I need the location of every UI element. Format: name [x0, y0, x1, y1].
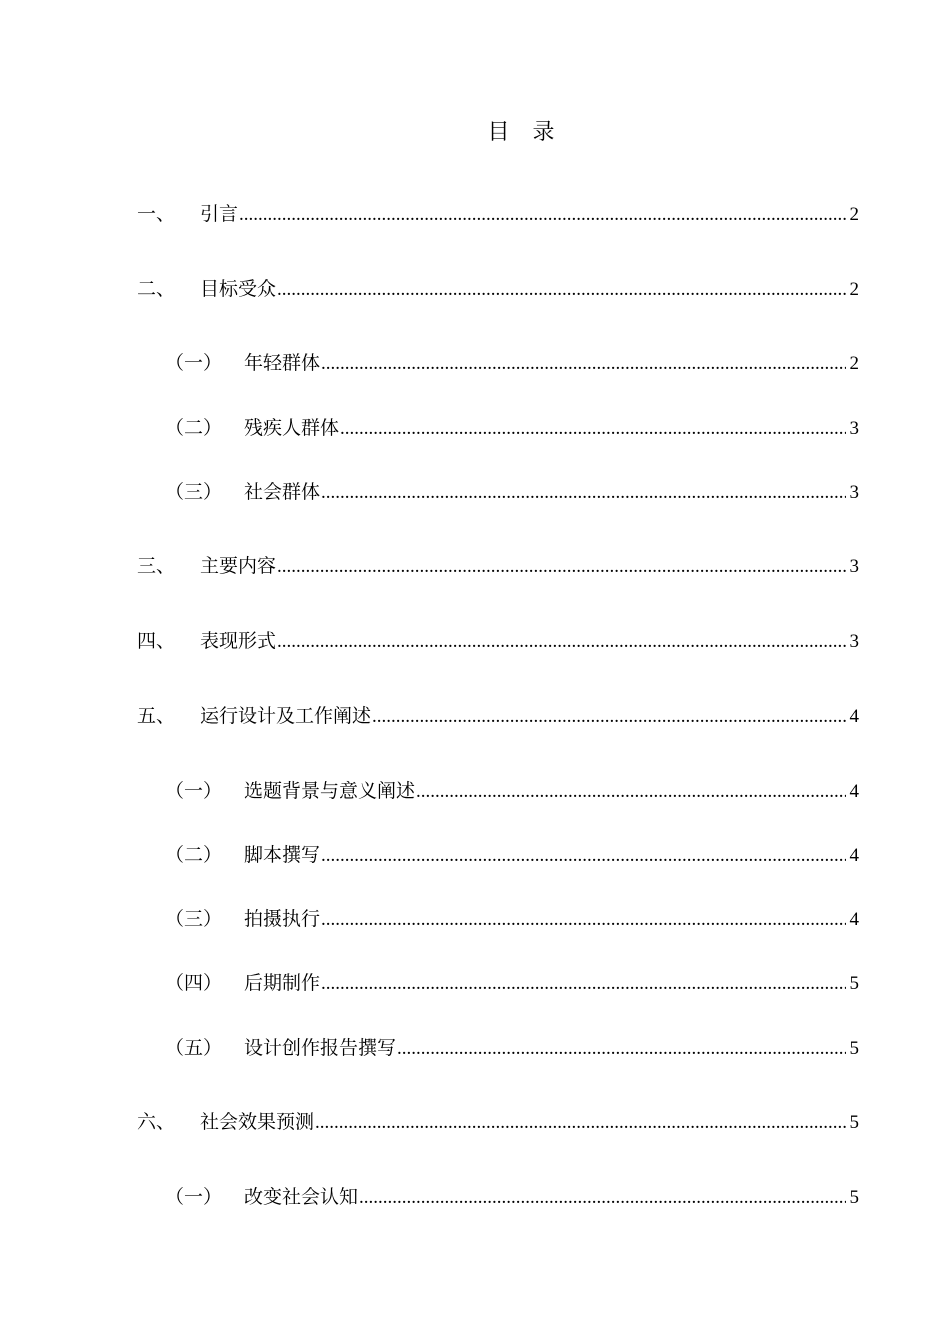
- toc-entry-title: 表现形式: [200, 630, 277, 652]
- toc-entry-number: 一、: [137, 203, 176, 225]
- toc-entry-young-group[interactable]: [165, 349, 859, 377]
- toc-entry-main-content[interactable]: [137, 552, 859, 580]
- toc-entry-number: 五、: [137, 705, 176, 727]
- toc-entry-page: 4: [849, 845, 859, 866]
- toc-entry-number: （五）: [165, 1037, 223, 1059]
- dot-leader: [340, 415, 846, 443]
- toc-entry-title: 残疾人群体: [244, 417, 340, 439]
- toc-entry-number: 六、: [137, 1111, 176, 1133]
- toc-entry-number: （一）: [165, 780, 223, 802]
- toc-entry-title: 社会效果预测: [200, 1111, 315, 1133]
- dot-leader: [321, 970, 846, 998]
- toc-entry-page: 5: [849, 1038, 859, 1059]
- toc-entry-page: 2: [849, 279, 859, 300]
- toc-entry-page: 5: [849, 1187, 859, 1208]
- toc-entry-page: 3: [849, 418, 859, 439]
- toc-title: 目 录: [487, 120, 563, 145]
- dot-leader: [321, 479, 846, 507]
- toc-entry-script-writing[interactable]: [165, 841, 859, 869]
- toc-entry-presentation-form[interactable]: [137, 627, 859, 655]
- toc-entry-page: 3: [849, 482, 859, 503]
- toc-entry-number: （四）: [165, 972, 223, 994]
- toc-entry-number: （一）: [165, 352, 223, 374]
- toc-entry-page: 2: [849, 204, 859, 225]
- toc-entry-number: 二、: [137, 278, 176, 300]
- toc-entry-title: 引言: [200, 203, 239, 225]
- toc-entry-disabled-group[interactable]: [165, 414, 859, 442]
- toc-entry-title: 运行设计及工作阐述: [200, 705, 372, 727]
- toc-entry-title: 年轻群体: [244, 352, 321, 374]
- dot-leader: [239, 201, 846, 229]
- toc-entry-page: 5: [849, 1112, 859, 1133]
- dot-leader: [397, 1035, 846, 1063]
- toc-entry-post-production[interactable]: [165, 969, 859, 997]
- toc-entry-report-writing[interactable]: [165, 1034, 859, 1062]
- dot-leader: [315, 1109, 846, 1137]
- toc-entry-introduction[interactable]: [137, 200, 859, 228]
- toc-entry-number: （三）: [165, 481, 223, 503]
- dot-leader: [359, 1184, 846, 1212]
- toc-entry-title: 脚本撰写: [244, 844, 321, 866]
- toc-entry-number: （一）: [165, 1186, 223, 1208]
- toc-entry-page: 2: [849, 353, 859, 374]
- toc-entry-page: 5: [849, 973, 859, 994]
- toc-entry-change-perception[interactable]: [165, 1183, 859, 1211]
- dot-leader: [321, 906, 846, 934]
- dot-leader: [416, 778, 846, 806]
- toc-entry-page: 3: [849, 631, 859, 652]
- toc-entry-title: 社会群体: [244, 481, 321, 503]
- toc-entry-page: 3: [849, 556, 859, 577]
- toc-entry-target-audience[interactable]: [137, 275, 859, 303]
- toc-entry-title: 设计创作报告撰写: [244, 1037, 397, 1059]
- toc-entry-social-group[interactable]: [165, 478, 859, 506]
- toc-entry-title: 改变社会认知: [244, 1186, 359, 1208]
- toc-entry-number: 三、: [137, 555, 176, 577]
- toc-entry-title: 拍摄执行: [244, 908, 321, 930]
- toc-entry-title: 选题背景与意义阐述: [244, 780, 416, 802]
- toc-entry-topic-background[interactable]: [165, 777, 859, 805]
- toc-entry-page: 4: [849, 706, 859, 727]
- toc-entry-operation-design[interactable]: [137, 702, 859, 730]
- toc-entry-title: 后期制作: [244, 972, 321, 994]
- toc-entry-number: （二）: [165, 844, 223, 866]
- toc-entry-page: 4: [849, 781, 859, 802]
- toc-entry-shooting[interactable]: [165, 905, 859, 933]
- dot-leader: [372, 703, 846, 731]
- toc-entry-social-effect[interactable]: [137, 1108, 859, 1136]
- toc-entry-page: 4: [849, 909, 859, 930]
- toc-entry-number: （三）: [165, 908, 223, 930]
- toc-entry-title: 主要内容: [200, 555, 277, 577]
- dot-leader: [277, 553, 846, 581]
- dot-leader: [277, 276, 846, 304]
- toc-entry-number: 四、: [137, 630, 176, 652]
- dot-leader: [321, 842, 846, 870]
- toc-entry-number: （二）: [165, 417, 223, 439]
- dot-leader: [277, 628, 846, 656]
- toc-entry-title: 目标受众: [200, 278, 277, 300]
- dot-leader: [321, 350, 846, 378]
